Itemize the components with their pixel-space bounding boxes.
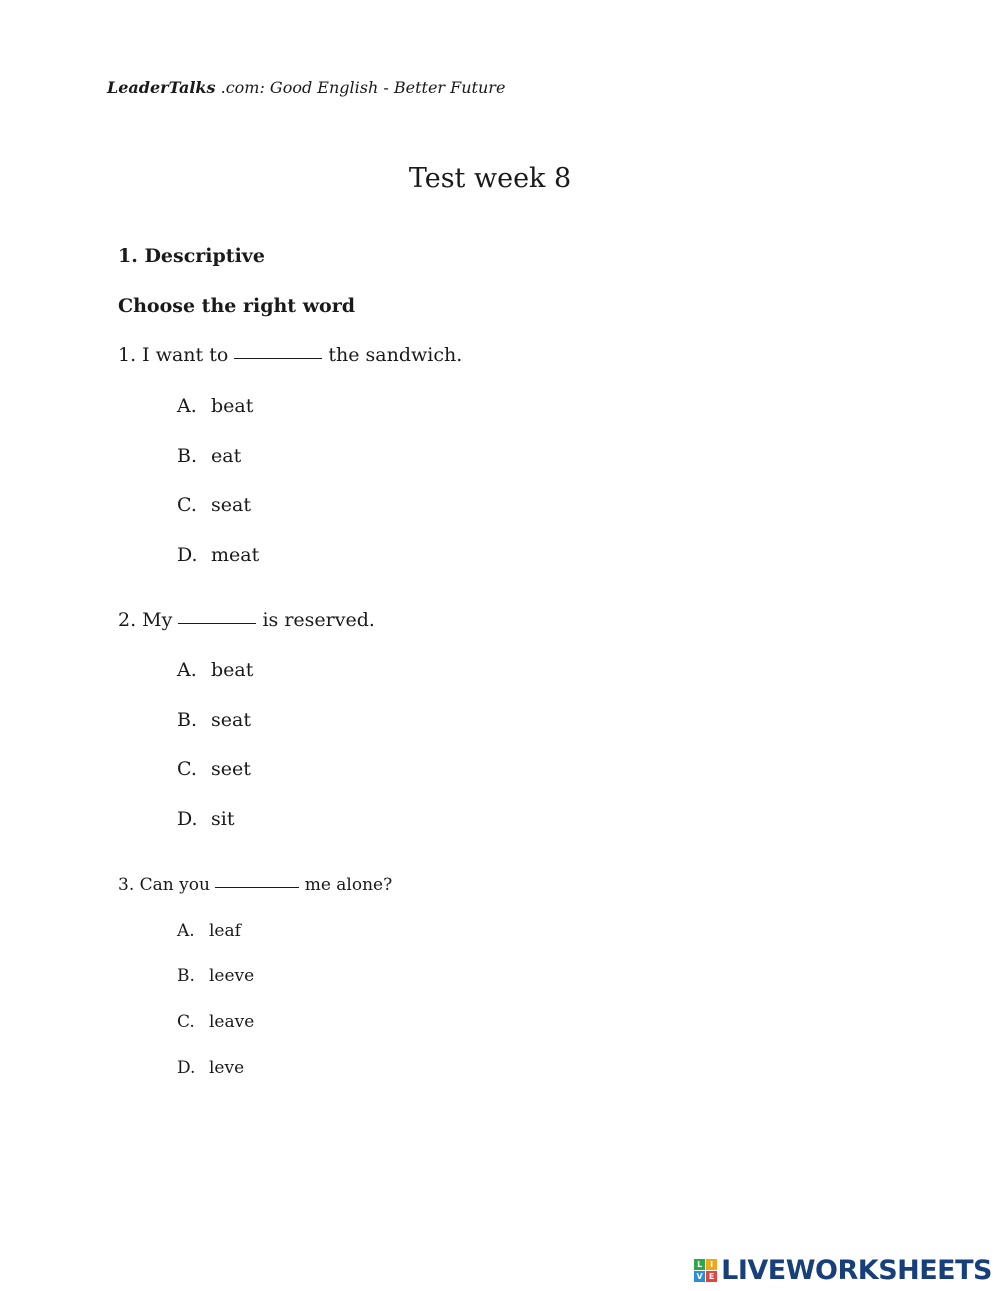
- option-text: sit: [211, 808, 235, 830]
- question-2: [118, 609, 375, 631]
- instruction: Choose the right word: [118, 295, 356, 317]
- option-letter: C.: [177, 1012, 195, 1032]
- question-text-after: is reserved.: [256, 609, 375, 631]
- option-letter: C.: [177, 758, 197, 780]
- option-letter: D.: [177, 1058, 196, 1078]
- option-text: seet: [211, 758, 251, 780]
- option-text: meat: [211, 544, 260, 566]
- answer-blank[interactable]: [178, 622, 256, 624]
- question-text-before: 1. I want to: [118, 344, 235, 366]
- option-letter: D.: [177, 544, 198, 566]
- option-2a[interactable]: [177, 659, 253, 681]
- option-text: eat: [211, 445, 242, 467]
- option-text: beat: [211, 659, 254, 681]
- question-text-before: 2. My: [118, 609, 179, 631]
- option-1d[interactable]: [177, 544, 259, 566]
- logo-text: LIVEWORKSHEETS: [721, 1255, 992, 1286]
- logo-cell: V: [694, 1271, 705, 1282]
- section-heading: 1. Descriptive: [118, 245, 265, 267]
- logo-cell: I: [706, 1259, 717, 1270]
- logo-icon: [694, 1259, 717, 1282]
- option-letter: D.: [177, 808, 198, 830]
- question-text-after: me alone?: [299, 875, 393, 895]
- header-brand: LeaderTalks: [107, 78, 216, 97]
- liveworksheets-logo: [694, 1255, 992, 1286]
- option-letter: A.: [177, 921, 195, 941]
- option-1b[interactable]: [177, 445, 241, 467]
- logo-cell: L: [694, 1259, 705, 1270]
- option-letter: C.: [177, 494, 197, 516]
- header: [107, 78, 505, 97]
- option-letter: A.: [177, 395, 197, 417]
- option-2d[interactable]: [177, 808, 234, 830]
- logo-cell: E: [706, 1271, 717, 1282]
- option-text: leeve: [209, 966, 255, 986]
- option-3a[interactable]: [177, 921, 241, 941]
- question-1: [118, 344, 462, 366]
- option-text: seat: [211, 709, 251, 731]
- option-text: beat: [211, 395, 254, 417]
- option-text: leave: [209, 1012, 255, 1032]
- header-tagline: .com: Good English - Better Future: [215, 78, 506, 97]
- option-3b[interactable]: [177, 966, 254, 986]
- option-2b[interactable]: [177, 709, 251, 731]
- option-1c[interactable]: [177, 494, 251, 516]
- answer-blank[interactable]: [215, 886, 299, 888]
- question-text-after: the sandwich.: [322, 344, 463, 366]
- option-letter: B.: [177, 445, 198, 467]
- option-1a[interactable]: [177, 395, 253, 417]
- option-3d[interactable]: [177, 1058, 244, 1078]
- answer-blank[interactable]: [234, 357, 322, 359]
- question-3: [118, 875, 392, 895]
- option-letter: A.: [177, 659, 197, 681]
- option-3c[interactable]: [177, 1012, 254, 1032]
- option-letter: B.: [177, 709, 198, 731]
- option-2c[interactable]: [177, 758, 251, 780]
- option-text: seat: [211, 494, 251, 516]
- question-text-before: 3. Can you: [118, 875, 216, 895]
- option-text: leve: [209, 1058, 245, 1078]
- page-title: Test week 8: [408, 163, 572, 194]
- option-text: leaf: [209, 921, 241, 941]
- option-letter: B.: [177, 966, 195, 986]
